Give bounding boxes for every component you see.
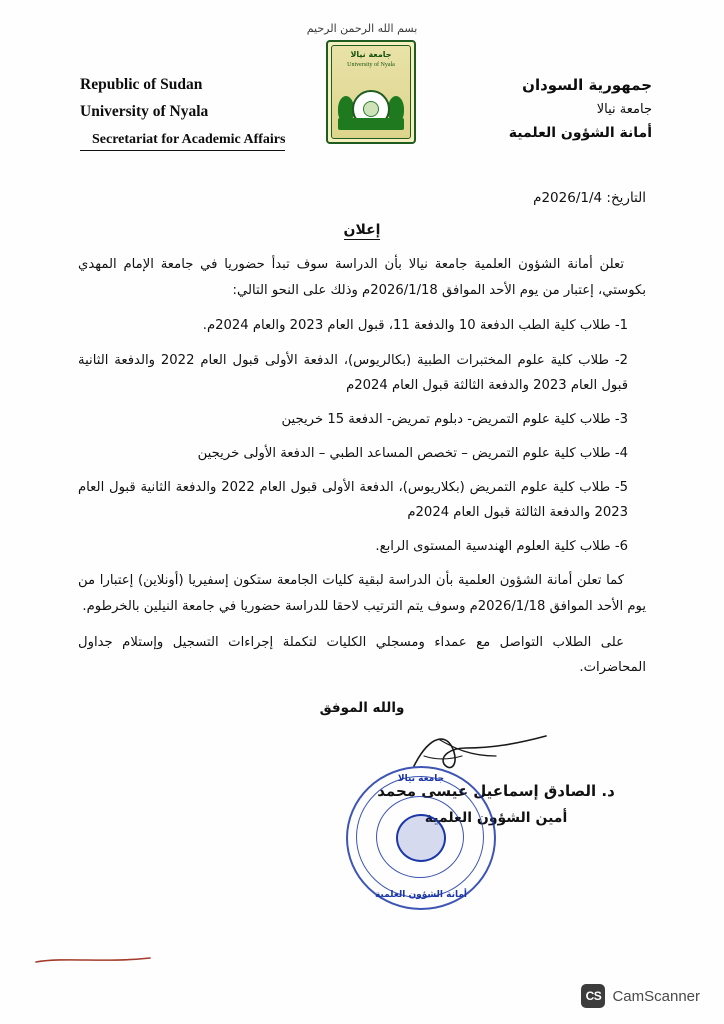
stamp-center-emblem	[396, 814, 446, 862]
document-title-text: إعلان	[343, 222, 381, 238]
intro-paragraph: تعلن أمانة الشؤون العلمية جامعة نيالا بأن الدراسة سوف تبدأ حضوريا في جامعة الإمام المهدي بكوستي، إعتبار من يوم الأحد الموافق 2026/1/18م وذلك على النحو التالي:	[78, 257, 646, 298]
announcement-list	[78, 313, 646, 559]
basmala-text: بسم الله الرحمن الرحيم	[306, 22, 418, 35]
official-stamp	[338, 762, 504, 912]
red-ink-mark	[34, 952, 152, 962]
header-country-en: Republic of Sudan	[80, 76, 203, 93]
stamp-top-text: جامعة نيالا	[397, 774, 445, 784]
header-university-en: University of Nyala	[80, 103, 209, 120]
list-item: 4- طلاب كلية علوم التمريض – تخصص المساعد الطبي – الدفعة الأولى خريجين	[197, 445, 628, 461]
logo-inner-frame	[331, 45, 411, 139]
signer-title: أمين الشؤون العلمية	[424, 810, 568, 826]
header-arabic-block	[402, 76, 652, 141]
list-item: 2- طلاب كلية علوم المختبرات الطبية (بكالريوس)، الدفعة الأولى قبول العام 2022 والدفعة الثانية قبول العام 2023 والدفعة الثالثة قبول العام 2024م	[78, 352, 628, 393]
header-department-ar: أمانة الشؤون العلمية	[508, 125, 652, 141]
camscanner-watermark	[581, 984, 700, 1008]
header-english-block	[80, 76, 320, 151]
logo-band	[338, 118, 404, 130]
header-university-ar: جامعة نيالا	[596, 102, 652, 117]
logo-top-text: جامعة نيالا	[350, 50, 392, 59]
document-date: التاريخ: 2026/1/4م	[533, 190, 646, 206]
camscanner-badge-icon: CS	[581, 984, 605, 1008]
header-department-en: Secretariat for Academic Affairs	[80, 132, 285, 151]
list-item: 5- طلاب كلية علوم التمريض (بكلاريوس)، الدفعة الأولى قبول العام 2022 والدفعة الثانية قبول العام 2023 والدفعة الثالثة قبول العام 2024م	[78, 479, 628, 520]
document-title	[0, 222, 724, 238]
registration-paragraph: على الطلاب التواصل مع عمداء ومسجلي الكليات لتكملة إجراءات التسجيل وإستلام جداول المحاضرات.	[78, 634, 646, 676]
online-study-paragraph: كما تعلن أمانة الشؤون العلمية بأن الدراسة لبقية كليات الجامعة ستكون إسفيريا (أونلاين) إعتبارا من يوم الأحد الموافق 2026/1/18م وسوف يتم الترتيب لاحقا للدراسة حضوريا في جامعة النيلين بالخرطوم.	[78, 573, 646, 614]
list-item: 3- طلاب كلية علوم التمريض- دبلوم تمريض- الدفعة 15 خريجين	[281, 411, 628, 427]
logo-sub-text: University of Nyala	[347, 62, 395, 68]
header-country-ar: جمهورية السودان	[522, 76, 652, 94]
list-item: 6- طلاب كلية العلوم الهندسية المستوى الرابع.	[375, 539, 628, 555]
camscanner-label: CamScanner	[612, 987, 700, 1005]
document-body	[78, 252, 646, 691]
document-header	[0, 18, 724, 158]
stamp-bottom-text: أمانة الشؤون العلمية	[374, 890, 468, 900]
closing-phrase: والله الموفق	[319, 700, 405, 716]
list-item: 1- طلاب كلية الطب الدفعة 10 والدفعة 11، قبول العام 2023 والعام 2024م.	[202, 318, 628, 334]
signer-name: د. الصادق إسماعيل عيسى محمد	[377, 782, 615, 800]
